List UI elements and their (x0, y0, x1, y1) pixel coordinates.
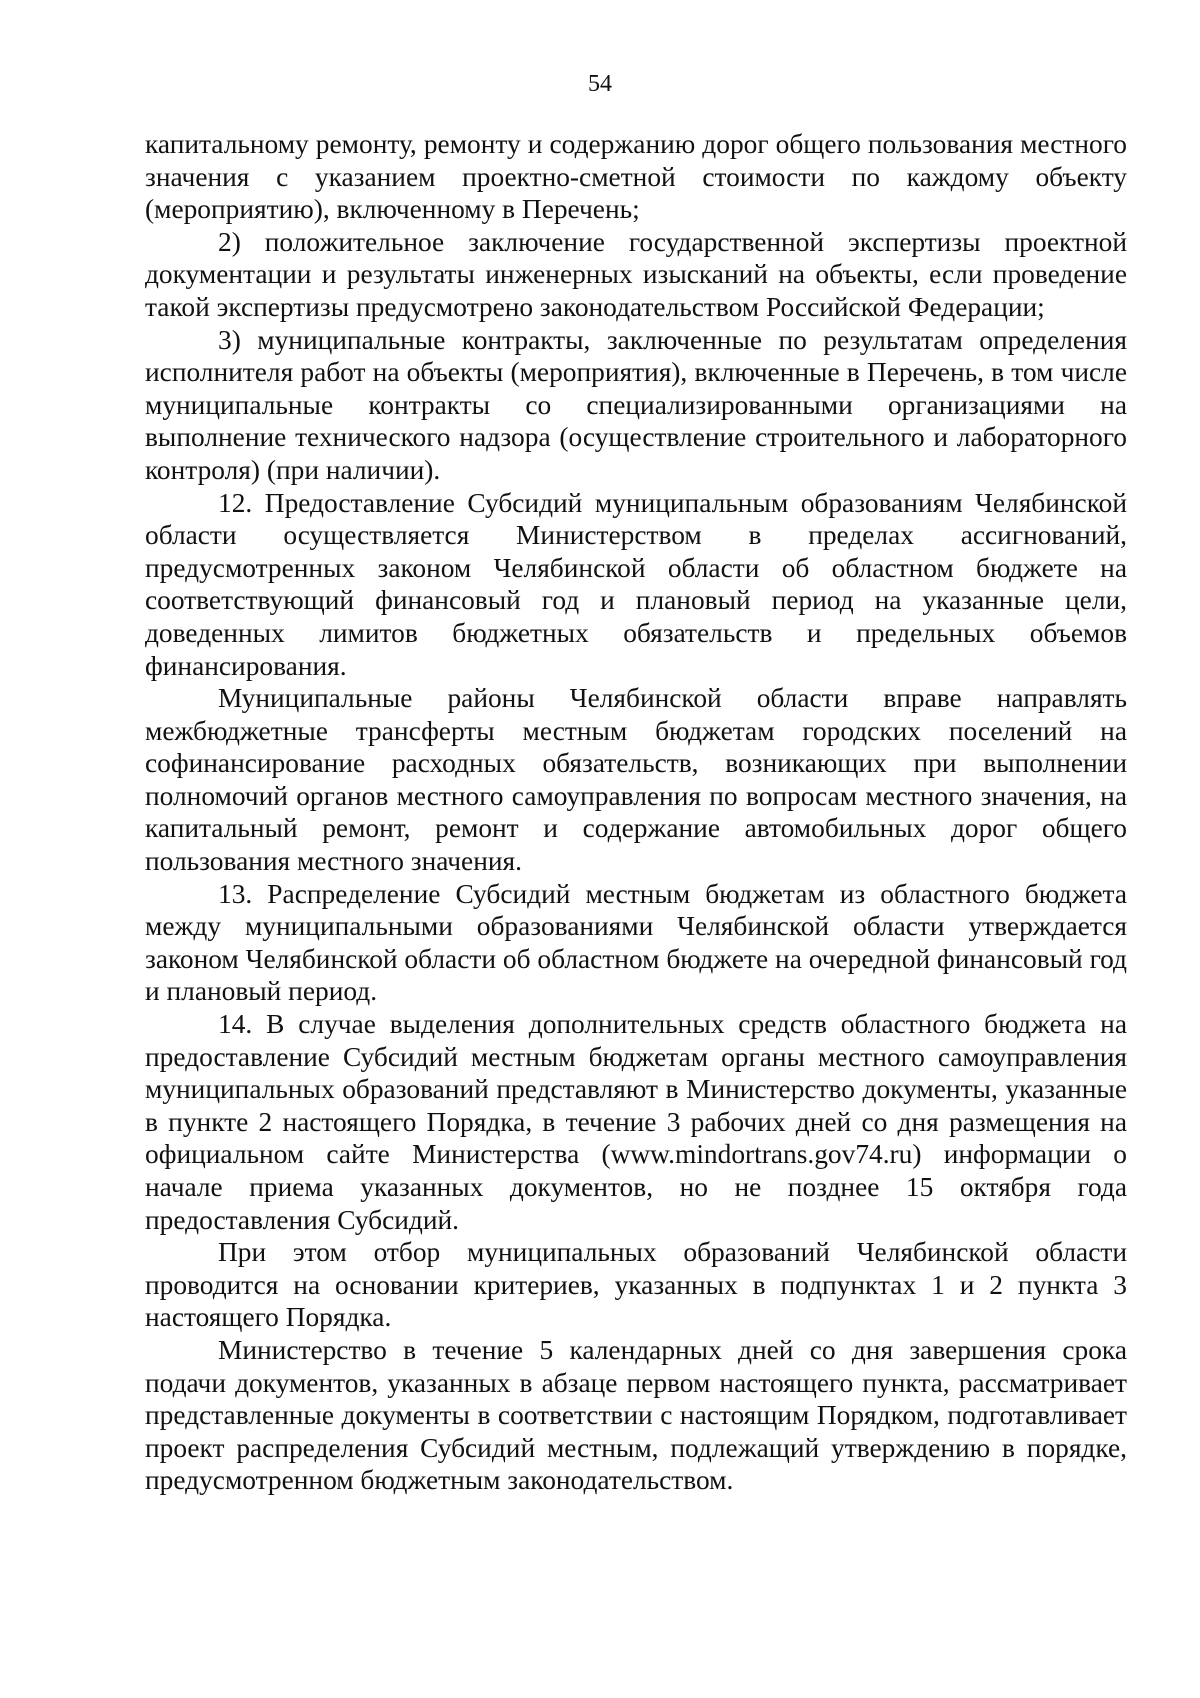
paragraph-municipal-districts: Муниципальные районы Челябинской области вправе направлять межбюджетные трансферты местным бюджетам городских поселений на софинансирование расходных обязательств, возникающих при выполнении полномочий органов местного самоуправления по вопросам местного значения, на капитальный ремонт, ремонт и содержание автомобильных дорог общего пользования местного значения. (145, 683, 1127, 877)
paragraph-continuation: капитальному ремонту, ремонту и содержанию дорог общего пользования местного значения с указанием проектно-сметной стоимости по каждому объекту (мероприятию), включенному в Перечень; (145, 129, 1127, 225)
paragraph-clause-13: 13. Распределение Субсидий местным бюджетам из областного бюджета между муниципальными образованиями Челябинской области утверждается законом Челябинской области об областном бюджете на очередной финансовый год и плановый период. (145, 878, 1127, 1007)
paragraph-item-3: 3) муниципальные контракты, заключенные по результатам определения исполнителя работ на объекты (мероприятия), включенные в Перечень, в том числе муниципальные контракты со специализированными организациями на выполнение технического надзора (осуществление строительного и лабораторного контроля) (при наличии). (145, 324, 1127, 485)
paragraph-item-2: 2) положительное заключение государственной экспертизы проектной документации и результаты инженерных изысканий на объекты, если проведение такой экспертизы предусмотрено законодательством Российской Федерации; (145, 226, 1127, 322)
paragraph-clause-12: 12. Предоставление Субсидий муниципальным образованиям Челябинской области осуществляется Министерством в пределах ассигнований, предусмотренных законом Челябинской области об областном бюджете на соответствующий финансовый год и плановый период на указанные цели, доведенных лимитов бюджетных обязательств и предельных объемов финансирования. (145, 487, 1127, 681)
paragraph-clause-14: 14. В случае выделения дополнительных средств областного бюджета на предоставление Субсидий местным бюджетам органы местного самоуправления муниципальных образований представляют в Министерство документы, указанные в пункте 2 настоящего Порядка, в течение 3 рабочих дней со дня размещения на официальном сайте Министерства (www.mindortrans.gov74.ru) информации о начале приема указанных документов, но не позднее 15 октября года предоставления Субсидий. (145, 1009, 1127, 1235)
paragraph-ministry-review: Министерство в течение 5 календарных дней со дня завершения срока подачи документов, указанных в абзаце первом настоящего пункта, рассматривает представленные документы в соответствии с настоящим Порядком, подготавливает проект распределения Субсидий местным, подлежащий утверждению в порядке, предусмотренном бюджетным законодательством. (145, 1334, 1127, 1496)
paragraph-selection: При этом отбор муниципальных образований Челябинской области проводится на основании критериев, указанных в подпунктах 1 и 2 пункта 3 настоящего Порядка. (145, 1237, 1127, 1333)
page-number: 54 (588, 71, 612, 97)
document-body (145, 128, 1127, 1497)
